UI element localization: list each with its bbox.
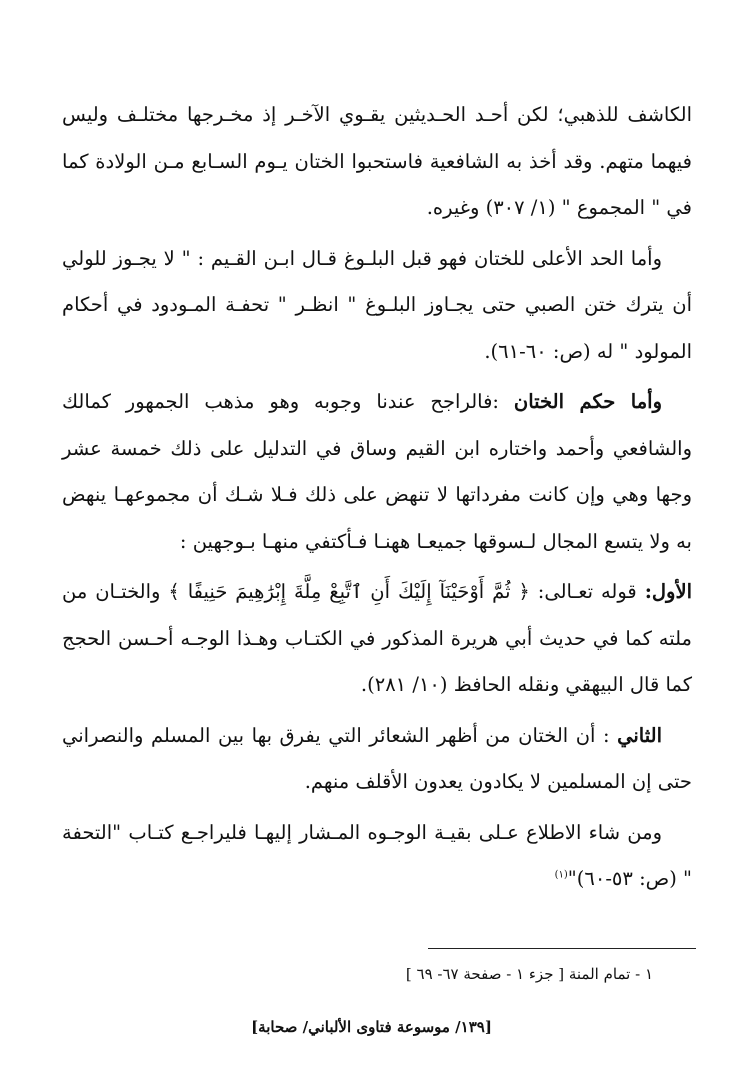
page-footer: [١٣٩/ موسوعة فتاوى الألباني/ صحابة] [251,1018,492,1036]
text-line: والختـان [95,580,169,603]
text-line: الكاشف للذهبي؛ لكن أحـد الحـديثين يقـوي الآخـر إذ مخـرجها مختلـف [116,103,693,126]
text-line: من ملته كما في حديث أبي هريرة المذكور في الكتـاب وهـذا الوجـه أحـسن [62,580,692,650]
text-line: "التحفة " (ص: ٥٣-٦٠)" [62,820,692,890]
text-line: الحجج كما قال البيهقي ونقله الحافظ (١٠/ ٢٨١). [62,626,692,696]
text-line: حتى إن المسلمين لا يكادون يعدون الأقلف منهم. [304,770,692,793]
paragraph-4 [62,569,692,709]
first-point-heading: الأول: [644,580,693,603]
paragraph-5 [62,713,692,806]
text-line: قوله تعـالى: [529,580,645,603]
text-line: أحكام المولود " له (ص: ٦٠-٦١). [62,293,692,363]
quran-verse: ﴿ ثُمَّ أَوْحَيْنَآ إِلَيْكَ أَنِ ٱتَّبِعْ مِلَّةَ إِبْرَٰهِيمَ حَنِيفًا ﴾ [168,580,530,603]
text-line: الولادة كما في " المجموع " (١/ ٣٠٧) وغيره. [62,149,692,219]
text-line: وجها وهي وإن كانت مفرداتها لا تنهض على ذلك فـلا شـك أن مجموعهـا [113,483,693,506]
paragraph-2 [62,236,692,376]
second-point-heading: الثاني [617,723,662,747]
paragraph-6 [62,810,692,903]
paragraph-3 [62,379,692,565]
text-line: : أن الختان من أظهر الشعائر التي يفرق بها بين المسلم والنصراني [62,723,618,747]
footnote-divider [428,948,696,949]
body-text [62,92,692,907]
text-line: وليس فيهما متهم. وقد أخذ به الشافعية فاستحبوا الختان يـوم السـابع مـن [62,103,692,173]
text-line: ينهض به ولا يتسع المجال لـسوقها جميعـا ههنـا فـأكتفي منهـا بـوجهين : [62,483,692,553]
text-line: للولي أن يترك ختن الصبي حتى يجـاوز البلـوغ " انظـر " تحفـة المـودود في [62,246,693,316]
text-line: وأما الحد الأعلى للختان فهو قبل البلـوغ قـال ابـن القـيم : " لا يجـوز [113,246,662,270]
footnote: ١ - تمام المنة [ جزء ١ - صفحة ٦٧- ٦٩ ] [405,965,653,983]
text-line: :فالراجح عندنا وجوبه وهو مذهب الجمهور كمالك [62,390,514,413]
footnote-marker[interactable]: (١) [554,869,568,881]
paragraph-1 [62,92,692,232]
text-line: ومن شاء الاطلاع عـلى بقيـة الوجـوه المـشار إليهـا فليراجـع كتـاب [128,820,663,844]
ruling-heading: وأما حكم الختان [513,390,662,413]
text-line: والشافعي وأحمد واختاره ابن القيم وساق في التدليل على ذلك خمسة عشر [62,436,692,460]
